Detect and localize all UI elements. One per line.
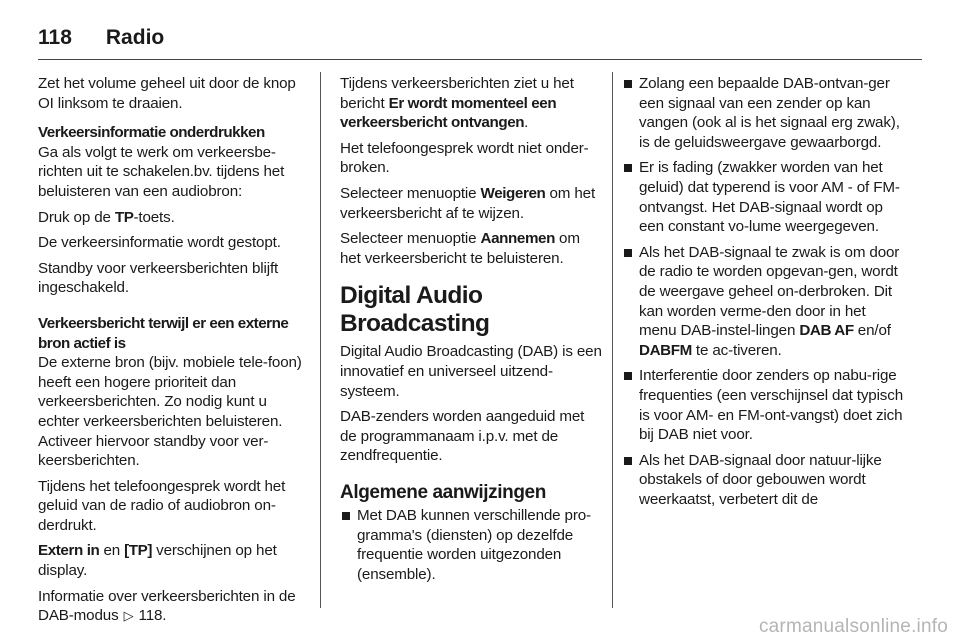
dab-paragraph-1: Digital Audio Broadcasting (DAB) is een innovatief en universeel uitzend-systeem. [340,343,602,400]
interrupted-paragraph: Het telefoongesprek wordt niet onder-broken. [340,139,589,177]
external-source-heading: Verkeersbericht terwijl er een externe bron actief is [38,314,289,352]
column-divider [612,72,613,608]
press-tp-paragraph: Druk op de TP-toets. [38,208,175,226]
general-notes-list [340,506,604,584]
dab-paragraph-2: DAB-zenders worden aangeduid met de programmanaam i.p.v. met de zendfrequentie. [340,408,585,465]
square-bullet-icon [624,80,632,88]
traffic-suppress-paragraph: Ga als volgt te werk om verkeersbe-richten uit te schakelen.bv. tijdens het beluisteren van een audiobron: [38,143,285,200]
square-bullet-icon [624,372,632,380]
stopped-paragraph: De verkeersinformatie wordt gestopt. [38,234,281,252]
watermark: carmanualsonline.info [758,616,948,637]
traffic-suppress-heading: Verkeersinformatie onderdrukken [38,124,265,142]
refuse-option: Weigeren [480,184,546,202]
page-reference-link[interactable]: 118. [134,607,167,625]
refuse-paragraph: Selecteer menuoptie Weigeren om het verkeersbericht af te wijzen. [340,184,596,222]
section-title: Radio [105,26,165,49]
square-bullet-icon [342,512,350,520]
column-2 [340,74,604,590]
accept-paragraph: Selecteer menuoptie Aannemen om het verkeersbericht te beluisteren. [340,230,580,267]
general-notes-heading: Algemene aanwijzingen [340,481,546,503]
list-item: Als het DAB-signaal te zwak is om door de radio te worden opgevan-gen, wordt de weergave geheel on-derbroken. Dit kan worden verme-den door in het menu DAB-instel-lingen DAB AF en/of DABFM te ac-tiveren. [622,243,904,361]
column-divider [320,72,321,608]
header-rule [38,59,922,60]
current-message-label: Er wordt momenteel een verkeersbericht ontvangen [340,94,557,132]
volume-paragraph: Zet het volume geheel uit door de knop OI linksom te draaien. [38,75,296,112]
list-item: Als het DAB-signaal door natuur-lijke obstakels of door gebouwen wordt weerkaatst, verbetert dit de [622,451,904,510]
dab-notes-list [622,74,904,509]
phone-paragraph: Tijdens het telefoongesprek wordt het geluid van de radio of audiobron on-derdrukt. [38,477,286,534]
list-item: Met DAB kunnen verschillende pro-gramma's (diensten) op dezelfde frequentie worden uitgezonden (ensemble). [340,506,604,584]
display-paragraph: Extern in en [TP] verschijnen op het display. [38,542,277,580]
list-item: Zolang een bepaalde DAB-ontvan-ger een signaal van een zender op kan vangen (ook al is het signaal erg zwak), is de geluidsweergave gewaarborgd. [622,74,904,152]
accept-option: Aannemen [480,230,555,248]
dab-af-option: DAB AF [799,322,854,340]
list-item: Interferentie door zenders op nabu-rige frequenties (een verschijnsel dat typisch is voor AM- en FM-ont-vangst) doet zich bij DAB niet voor. [622,366,904,444]
extern-in-label: Extern in [38,542,100,560]
dabfm-option: DABFM [639,341,692,359]
tp-key: TP [114,208,134,226]
info-paragraph: Informatie over verkeersberichten in de DAB-modus ▷ 118. [38,587,296,625]
column-1 [38,74,306,632]
dab-heading: Digital Audio Broadcasting [340,282,490,338]
square-bullet-icon [624,457,632,465]
external-source-paragraph: De externe bron (bijv. mobiele tele-foon) heeft een hogere prioriteit dan verkeersberichten. Zo nodig kunt u echter verkeersberichten beluisteren. Activeer hiervoor standby voor ver-keersberichten. [38,354,302,470]
column-3 [622,74,904,515]
square-bullet-icon [624,249,632,257]
square-bullet-icon [624,164,632,172]
page-number: 118 [38,26,72,49]
tp-bracket-label: [TP] [124,542,153,560]
standby-paragraph: Standby voor verkeersberichten blijft ingeschakeld. [38,259,279,297]
page-header [38,18,922,58]
list-item: Er is fading (zwakker worden van het geluid) dat typerend is voor AM - of FM-ontvangst. Het DAB-signaal wordt op een constant vo-lume weergegeven. [622,158,904,236]
during-paragraph: Tijdens verkeersberichten ziet u het bericht Er wordt momenteel een verkeersbericht ontvangen. [340,75,574,132]
page-reference-arrow-icon: ▷ [123,608,134,624]
